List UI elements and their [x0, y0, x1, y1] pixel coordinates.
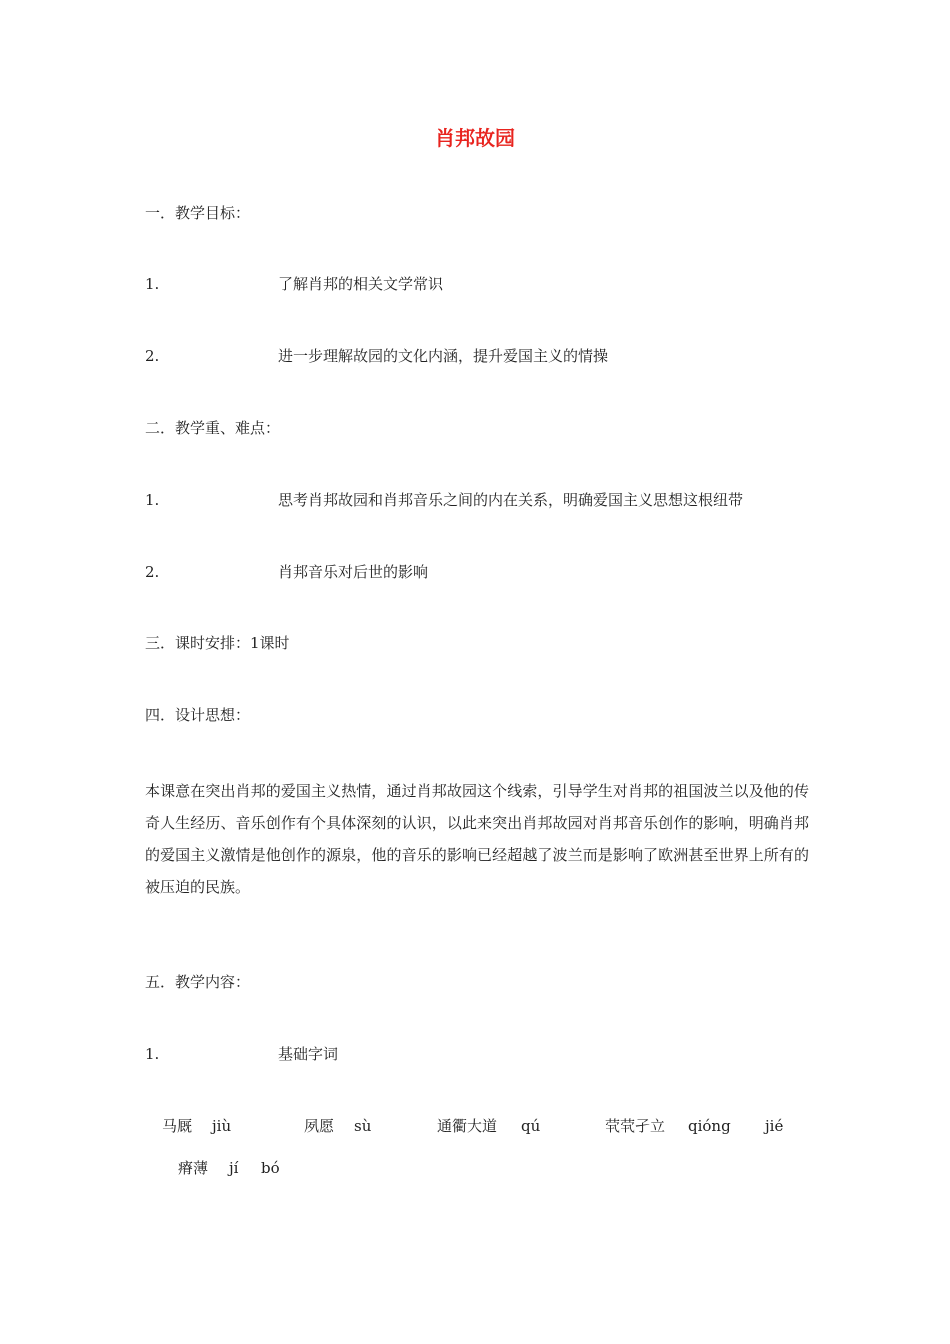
vocab-word: 瘠薄 — [178, 1159, 209, 1177]
vocab-pinyin: sù — [354, 1117, 372, 1135]
vocab-word: 夙愿 — [304, 1117, 335, 1135]
list-item-text: 思考肖邦故园和肖邦音乐之间的内在关系，明确爱国主义思想这根纽带 — [278, 491, 744, 509]
list-item-number: 1. — [145, 1045, 160, 1063]
section-heading-content: 五．教学内容： — [145, 973, 251, 991]
vocab-row — [0, 1157, 950, 1179]
vocab-pinyin: bó — [261, 1159, 280, 1177]
list-item-number: 2. — [145, 347, 160, 365]
design-paragraph: 本课意在突出肖邦的爱国主义热情，通过肖邦故园这个线索，引导学生对肖邦的祖国波兰以及他的传奇人生经历、音乐创作有个具体深刻的认识，以此来突出肖邦故园对肖邦音乐创作的影响，明确肖邦的爱国主义激情是他创作的源泉，他的音乐的影响已经超越了波兰而是影响了欧洲甚至世界上所有的被压迫的民族。 — [145, 782, 809, 896]
list-item-text: 了解肖邦的相关文学常识 — [278, 275, 444, 293]
list-item-number: 1. — [145, 275, 160, 293]
section-heading-schedule: 三．课时安排：1课时 — [145, 634, 290, 652]
vocab-pinyin: jiù — [212, 1117, 232, 1135]
vocab-pinyin: jié — [765, 1117, 784, 1135]
list-item-number: 1. — [145, 491, 160, 509]
list-item-text: 基础字词 — [278, 1045, 339, 1063]
vocab-pinyin: jí — [229, 1159, 239, 1177]
document-title: 肖邦故园 — [435, 126, 515, 150]
section-heading-goals: 一．教学目标： — [145, 204, 251, 222]
vocab-word: 马厩 — [162, 1117, 193, 1135]
vocab-word: 通衢大道 — [437, 1117, 498, 1135]
section-heading-key-points: 二．教学重、难点： — [145, 419, 281, 437]
vocab-row — [0, 1115, 950, 1137]
vocab-word: 茕茕孑立 — [605, 1117, 666, 1135]
vocab-pinyin: qióng — [688, 1117, 731, 1135]
vocab-pinyin: qú — [521, 1117, 541, 1135]
list-item-text: 肖邦音乐对后世的影响 — [278, 563, 429, 581]
section-heading-design: 四．设计思想： — [145, 706, 251, 724]
list-item-text: 进一步理解故园的文化内涵，提升爱国主义的情操 — [278, 347, 609, 365]
list-item-number: 2. — [145, 563, 160, 581]
